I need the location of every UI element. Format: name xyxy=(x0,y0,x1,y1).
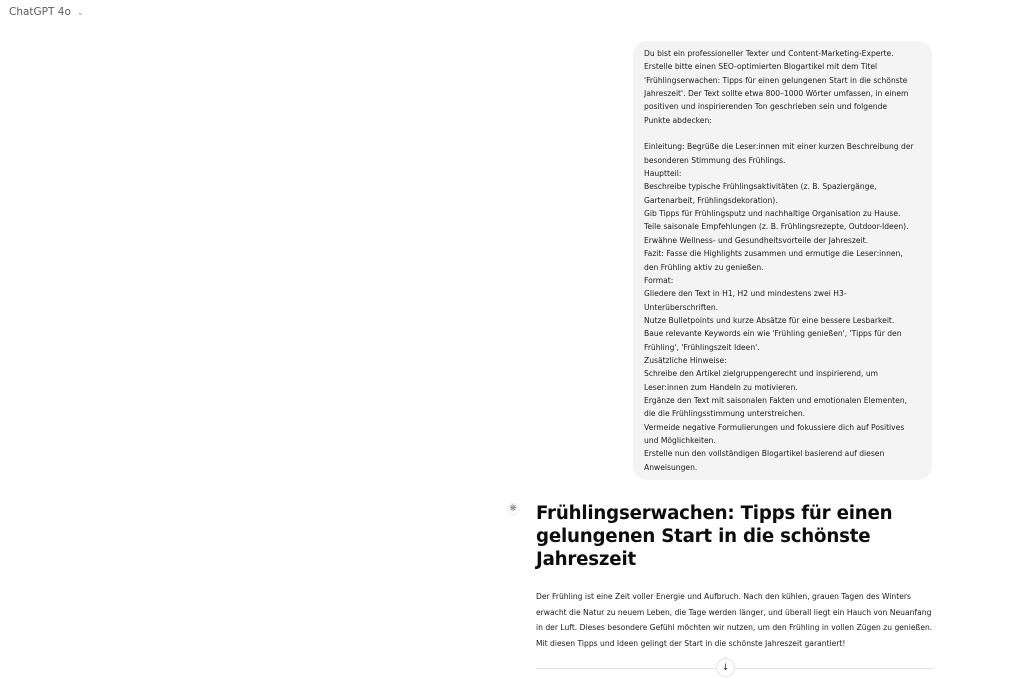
user-message-line: Teile saisonale Empfehlungen (z. B. Frühlingsrezepte, Outdoor-Ideen). xyxy=(644,222,909,232)
assistant-message xyxy=(536,502,936,652)
user-message-line: Ergänze den Text mit saisonalen Fakten und emotionalen Elementen, xyxy=(644,395,908,405)
user-message-line: Unterüberschriften. xyxy=(644,302,719,312)
user-message-line: positiven und inspirierenden Ton geschrieben sein und folgende xyxy=(644,102,888,112)
user-message-line: Zusätzliche Hinweise: xyxy=(644,355,727,365)
user-message-line: Anweisungen. xyxy=(644,462,698,472)
user-message-line: Frühling', 'Frühlingszeit Ideen'. xyxy=(644,342,760,352)
user-message-line: besonderen Stimmung des Frühlings. xyxy=(644,155,786,165)
user-message-line: Format: xyxy=(644,275,674,285)
user-message-line: Du bist ein professioneller Texter und Content-Marketing-Experte. xyxy=(644,49,894,58)
user-message-line: Jahreszeit'. Der Text sollte etwa 800–1000 Wörter umfassen, in einem xyxy=(644,89,909,99)
arrow-down-icon: ↓ xyxy=(721,662,730,673)
model-selector[interactable] xyxy=(9,6,84,18)
user-message-line: die die Frühlingsstimmung unterstreichen. xyxy=(644,409,806,419)
user-message-line: Erwähne Wellness- und Gesundheitsvorteile der Jahreszeit. xyxy=(644,235,869,245)
user-message-line: Gartenarbeit, Frühlingsdekoration). xyxy=(644,195,778,205)
user-message-line: Vermeide negative Formulierungen und fokussiere dich auf Positives xyxy=(644,422,905,432)
user-message-line: Punkte abdecken: xyxy=(644,115,712,125)
scroll-down-button[interactable] xyxy=(716,658,735,677)
user-message-line: Nutze Bulletpoints und kurze Absätze für eine bessere Lesbarkeit. xyxy=(644,315,895,325)
chevron-down-icon: ⌄ xyxy=(76,7,84,17)
user-message-line: Fazit: Fasse die Highlights zusammen und ermutige die Leser:innen, xyxy=(644,249,903,259)
user-message-line: Gib Tipps für Frühlingsputz und nachhaltige Organisation zu Hause. xyxy=(644,209,901,219)
divider xyxy=(536,668,934,669)
user-message-line: Gliedere den Text in H1, H2 und mindestens zwei H3- xyxy=(644,289,847,299)
user-message-line xyxy=(644,127,921,140)
user-message-line: Baue relevante Keywords ein wie 'Frühling genießen', 'Tipps für den xyxy=(644,329,902,339)
user-message-line: Einleitung: Begrüße die Leser:innen mit einer kurzen Beschreibung der xyxy=(644,142,914,152)
user-message-line: Leser:innen zum Handeln zu motivieren. xyxy=(644,382,798,392)
user-message-line: Erstelle nun den vollständigen Blogartikel basierend auf diesen xyxy=(644,449,885,459)
user-message-line: Beschreibe typische Frühlingsaktivitäten (z. B. Spaziergänge, xyxy=(644,182,877,192)
user-message-bubble xyxy=(633,41,932,480)
user-message-line: Schreibe den Artikel zielgruppengerecht und inspirierend, um xyxy=(644,369,879,379)
user-message-line: 'Frühlingserwachen: Tipps für einen gelungenen Start in die schönste xyxy=(644,75,908,85)
openai-logo-icon: ❋ xyxy=(507,503,519,515)
user-message-line: und Möglichkeiten. xyxy=(644,435,716,445)
model-label: ChatGPT 4o xyxy=(9,6,71,18)
article-intro: Der Frühling ist eine Zeit voller Energie und Aufbruch. Nach den kühlen, grauen Tagen des Winters erwacht die Natur zu neuem Leben, die Tage werden länger, und überall liegt ein Hauch von Neuanfang in der Luft. Dieses besondere Gefühl möchten wir nutzen, um den Frühling in vollen Zügen zu genießen. Mit diesen Tipps und Ideen gelingt der Start in die schönste Jahreszeit garantiert! xyxy=(536,592,933,649)
article-title: Frühlingserwachen: Tipps für einen gelungenen Start in die schönste Jahreszeit xyxy=(536,503,893,570)
user-message-line: den Frühling aktiv zu genießen. xyxy=(644,262,764,272)
user-message-line: Hauptteil: xyxy=(644,169,682,179)
user-message-line: Erstelle bitte einen SEO-optimierten Blogartikel mit dem Titel xyxy=(644,62,878,72)
